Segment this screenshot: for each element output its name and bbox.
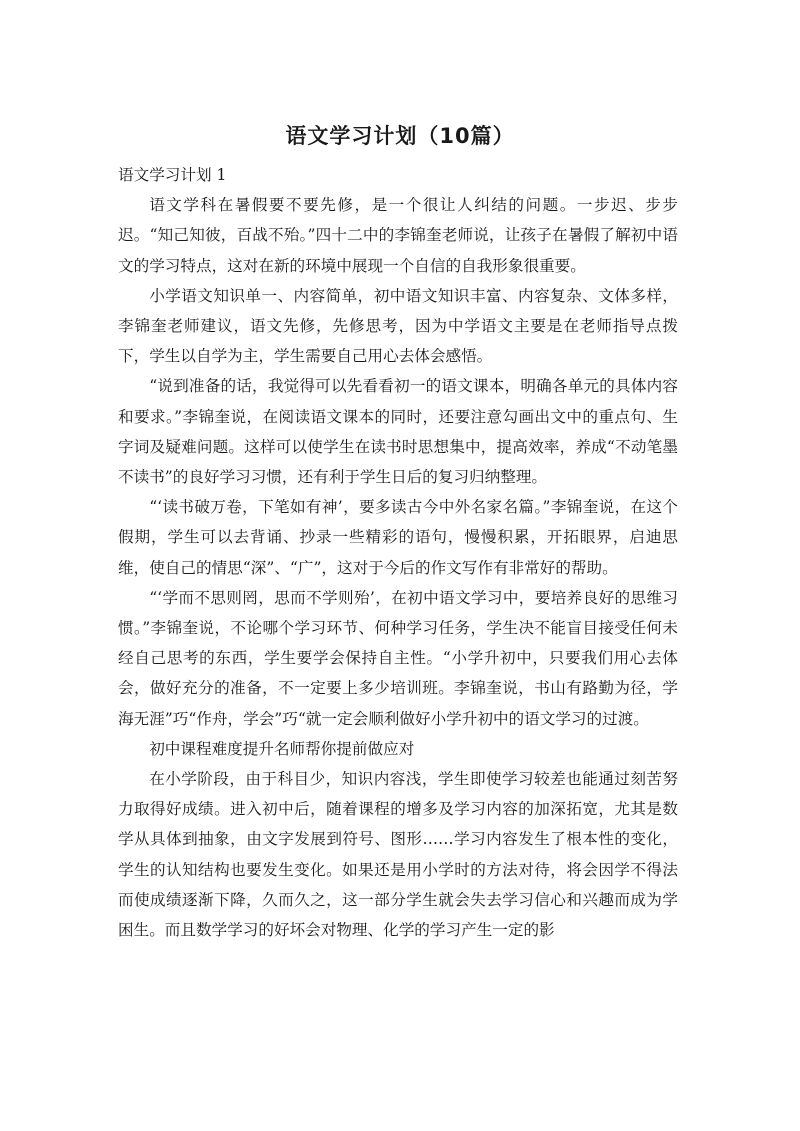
section-heading: 语文学习计划 1	[118, 166, 227, 184]
document-title: 语文学习计划（10篇）	[285, 124, 515, 148]
paragraph: “‘读书破万卷，下笔如有神’，要多读古今中外名家名篇。”李锦奎说，在这个假期，学生可以去背诵、抄录一些精彩的语句，慢慢积累，开拓眼界，启迪思维，使自己的情思“深”、“广”，这对于今后的作文写作有非常好的帮助。	[118, 498, 678, 577]
subheading: 初中课程难度提升名师帮你提前做应对	[149, 739, 415, 758]
document-body	[118, 160, 678, 945]
paragraph: 语文学科在暑假要不要先修，是一个很让人纠结的问题。一步迟、步步迟。“知己知彼，百战不殆。”四十二中的李锦奎老师说，让孩子在暑假了解初中语文的学习特点，这对在新的环境中展现一个自信的自我形象很重要。	[118, 196, 678, 275]
paragraph: 小学语文知识单一、内容简单，初中语文知识丰富、内容复杂、文体多样，李锦奎老师建议，语文先修，先修思考，因为中学语文主要是在老师指导点拨下，学生以自学为主，学生需要自己用心去体会感悟。	[118, 286, 678, 366]
paragraph: “说到准备的话，我觉得可以先看看初一的语文课本，明确各单元的具体内容和要求。”李锦奎说，在阅读语文课本的同时，还要注意勾画出文中的重点句、生字词及疑难问题。这样可以使学生在读书时思想集中，提高效率，养成“不动笔墨不读书”的良好学习习惯，还有利于学生日后的复习归纳整理。	[118, 377, 678, 487]
paragraph: 在小学阶段，由于科目少，知识内容浅，学生即使学习较差也能通过刻苦努力取得好成绩。进入初中后，随着课程的增多及学习内容的加深拓宽，尤其是数学从具体到抽象，由文字发展到符号、图形……学习内容发生了根本性的变化，学生的认知结构也要发生变化。如果还是用小学时的方法对待，将会因学不得法而使成绩逐渐下降，久而久之，这一部分学生就会失去学习信心和兴趣而成为学困生。而且数学学习的好坏会对物理、化学的学习产生一定的影	[118, 770, 678, 940]
paragraph: “‘学而不思则罔，思而不学则殆’，在初中语文学习中，要培养良好的思维习惯。”李锦奎说，不论哪个学习环节、何种学习任务，学生决不能盲目接受任何未经自己思考的东西，学生要学会保持自主性。“小学升初中，只要我们用心去体会，做好充分的准备，不一定要上多少培训班。李锦奎说，书山有路勤为径，学海无涯”巧“作舟，学会”巧“就一定会顺利做好小学升初中的语文学习的过渡。	[118, 588, 678, 728]
